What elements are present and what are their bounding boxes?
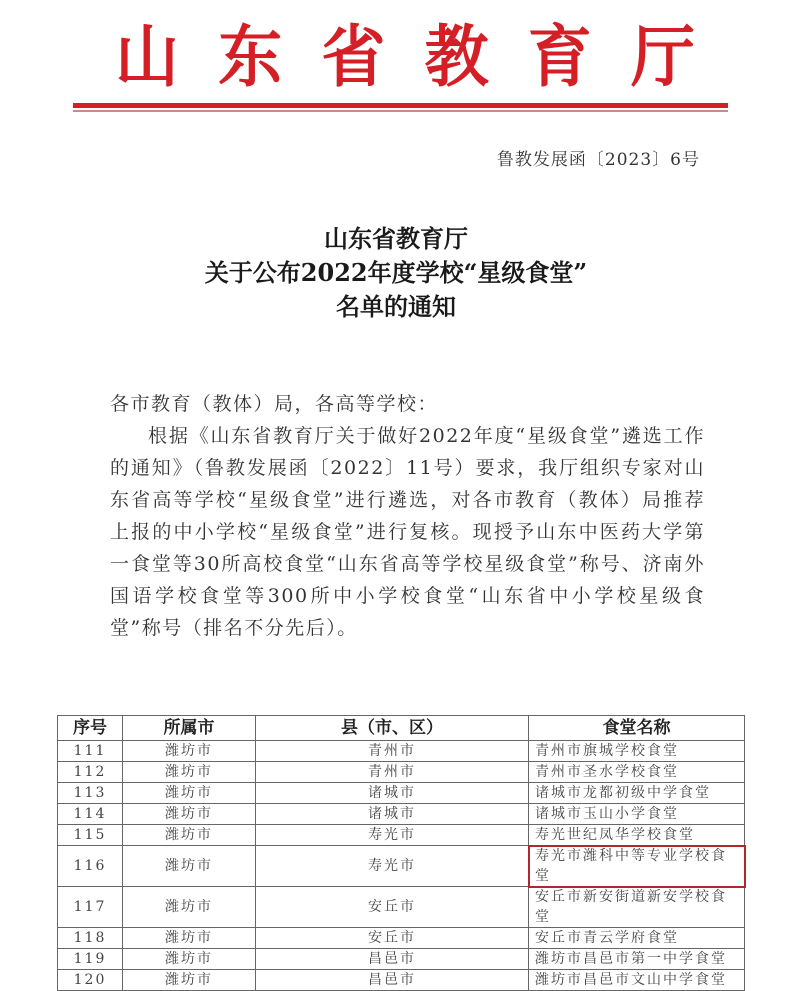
row-county: 安丘市 xyxy=(256,887,529,928)
header-number: 序号 xyxy=(58,716,123,741)
row-county: 青州市 xyxy=(256,741,529,762)
document-number: 鲁教发展函〔2023〕6号 xyxy=(496,150,700,170)
table-row xyxy=(58,970,745,991)
document-title xyxy=(0,222,792,324)
table-row xyxy=(58,825,745,846)
header-city: 所属市 xyxy=(123,716,256,741)
row-city: 潍坊市 xyxy=(123,887,256,928)
row-canteen-name: 诸城市玉山小学食堂 xyxy=(529,804,745,825)
row-city: 潍坊市 xyxy=(123,762,256,783)
row-canteen-name: 安丘市青云学府食堂 xyxy=(529,928,745,949)
row-county: 青州市 xyxy=(256,762,529,783)
row-county: 寿光市 xyxy=(256,846,529,887)
row-county: 诸城市 xyxy=(256,783,529,804)
row-number: 114 xyxy=(58,804,123,825)
letterhead-char: 东 xyxy=(218,18,283,97)
row-city: 潍坊市 xyxy=(123,949,256,970)
header-canteen-name: 食堂名称 xyxy=(529,716,745,741)
row-county: 昌邑市 xyxy=(256,949,529,970)
row-number: 116 xyxy=(58,846,123,887)
row-canteen-name: 青州市圣水学校食堂 xyxy=(529,762,745,783)
row-canteen-name: 诸城市龙都初级中学食堂 xyxy=(529,783,745,804)
letterhead-char: 山 xyxy=(115,18,179,97)
salutation: 各市教育（教体）局，各高等学校： xyxy=(110,393,439,415)
title-line-1: 山东省教育厅 xyxy=(324,224,468,253)
row-number: 111 xyxy=(58,741,123,762)
row-county: 安丘市 xyxy=(256,928,529,949)
table-row xyxy=(58,887,745,928)
row-county: 寿光市 xyxy=(256,825,529,846)
row-city: 潍坊市 xyxy=(123,846,256,887)
title-line-2: 关于公布2022年度学校“星级食堂” xyxy=(204,258,588,287)
letterhead-org-name xyxy=(115,18,695,98)
row-number: 120 xyxy=(58,970,123,991)
table-row xyxy=(58,928,745,949)
row-number: 117 xyxy=(58,887,123,928)
table-header-row xyxy=(58,716,745,741)
table-row xyxy=(58,846,745,887)
letterhead-red-rule-right xyxy=(73,103,728,108)
row-number: 115 xyxy=(58,825,123,846)
table-row xyxy=(58,804,745,825)
table-row xyxy=(58,741,745,762)
header-county: 县（市、区） xyxy=(256,716,529,741)
row-county: 诸城市 xyxy=(256,804,529,825)
row-city: 潍坊市 xyxy=(123,825,256,846)
row-canteen-name: 潍坊市昌邑市第一中学食堂 xyxy=(529,949,745,970)
row-number: 118 xyxy=(58,928,123,949)
row-canteen-name: 寿光市潍科中等专业学校食堂 xyxy=(529,846,745,887)
canteen-table xyxy=(57,715,745,991)
row-city: 潍坊市 xyxy=(123,970,256,991)
row-number: 119 xyxy=(58,949,123,970)
row-city: 潍坊市 xyxy=(123,804,256,825)
row-city: 潍坊市 xyxy=(123,741,256,762)
row-number: 113 xyxy=(58,783,123,804)
letterhead-char: 教 xyxy=(424,18,489,97)
row-city: 潍坊市 xyxy=(123,783,256,804)
letterhead-char: 厅 xyxy=(630,18,695,97)
letterhead-thin-rule xyxy=(73,110,728,112)
row-canteen-name: 青州市旗城学校食堂 xyxy=(529,741,745,762)
row-county: 昌邑市 xyxy=(256,970,529,991)
letterhead-char: 育 xyxy=(527,18,592,97)
row-canteen-name: 寿光世纪凤华学校食堂 xyxy=(529,825,745,846)
row-canteen-name: 安丘市新安街道新安学校食堂 xyxy=(529,887,745,928)
table-row xyxy=(58,762,745,783)
row-canteen-name: 潍坊市昌邑市文山中学食堂 xyxy=(529,970,745,991)
row-number: 112 xyxy=(58,762,123,783)
body-paragraph: 根据《山东省教育厅关于做好2022年度“星级食堂”遴选工作的通知》（鲁教发展函〔2022〕11号）要求，我厅组织专家对山东省高等学校“星级食堂”进行遴选，对各市教育（教体）局推荐上报的中小学校“星级食堂”进行复核。现授予山东中医药大学第一食堂等30所高校食堂“山东省高等学校星级食堂”称号、济南外国语学校食堂等300所中小学校食堂“山东省中小学校星级食堂”称号（排名不分先后）。 xyxy=(110,425,705,639)
row-city: 潍坊市 xyxy=(123,928,256,949)
table-row xyxy=(58,949,745,970)
table-row xyxy=(58,783,745,804)
letterhead-char: 省 xyxy=(321,18,386,97)
title-line-3: 名单的通知 xyxy=(336,292,456,321)
